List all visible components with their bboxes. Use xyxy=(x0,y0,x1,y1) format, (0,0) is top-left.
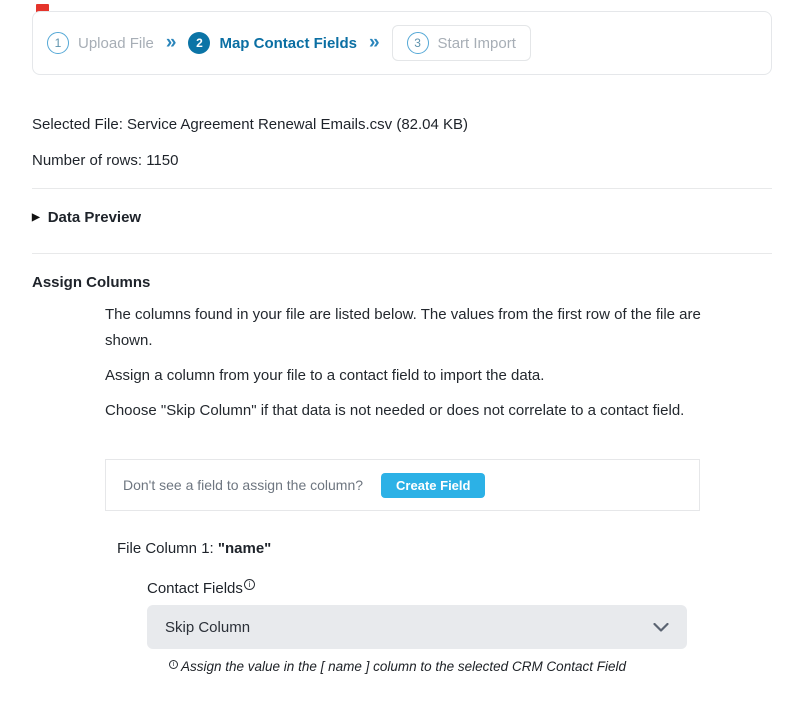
contact-fields-text: Contact Fields xyxy=(147,580,243,597)
data-preview-toggle[interactable] xyxy=(32,209,141,226)
create-field-button[interactable]: Create Field xyxy=(381,473,485,498)
selected-file-text: Selected File: Service Agreement Renewal Emails.csv (82.04 KB) xyxy=(32,116,469,133)
step-2-circle: 2 xyxy=(188,32,210,54)
description-paragraph: Choose "Skip Column" if that data is not needed or does not correlate to a contact field. xyxy=(105,402,685,419)
file-column-name: "name" xyxy=(217,540,272,557)
info-icon: i xyxy=(169,660,178,669)
select-value: Skip Column xyxy=(165,618,251,636)
description-paragraph: The columns found in your file are listed below. The values from the first row of the file are shown. xyxy=(105,306,701,349)
mapping-footnote xyxy=(168,659,626,674)
file-column-prefix: File Column 1: xyxy=(117,540,218,557)
chevron-down-icon xyxy=(653,623,669,632)
step-upload-file[interactable] xyxy=(47,32,154,54)
footnote-text: Assign the value in the [ name ] column to the selected CRM Contact Field xyxy=(181,659,626,674)
step-3-circle: 3 xyxy=(407,32,429,54)
contact-fields-label xyxy=(147,579,255,597)
data-preview-label: Data Preview xyxy=(47,209,142,226)
step-separator-icon: » xyxy=(368,32,380,53)
contact-field-select[interactable] xyxy=(147,605,687,649)
info-icon[interactable]: i xyxy=(244,579,255,590)
divider xyxy=(32,253,772,254)
step-separator-icon: » xyxy=(165,32,177,53)
assign-columns-title: Assign Columns xyxy=(32,274,151,291)
create-field-callout xyxy=(105,459,700,511)
import-stepper xyxy=(32,11,772,75)
assign-columns-description xyxy=(105,302,705,433)
caret-right-icon: ▶ xyxy=(32,211,40,223)
divider xyxy=(32,188,772,189)
file-column-label xyxy=(117,540,271,557)
step-2-label: Map Contact Fields xyxy=(219,34,357,52)
description-paragraph: Assign a column from your file to a contact field to import the data. xyxy=(105,367,545,384)
row-count-text: Number of rows: 1150 xyxy=(32,152,179,169)
step-map-contact-fields[interactable] xyxy=(188,32,357,54)
create-field-question: Don't see a field to assign the column? xyxy=(123,477,364,493)
step-1-label: Upload File xyxy=(78,34,154,52)
step-1-circle: 1 xyxy=(47,32,69,54)
step-3-label: Start Import xyxy=(437,34,516,52)
step-start-import[interactable] xyxy=(392,25,531,61)
